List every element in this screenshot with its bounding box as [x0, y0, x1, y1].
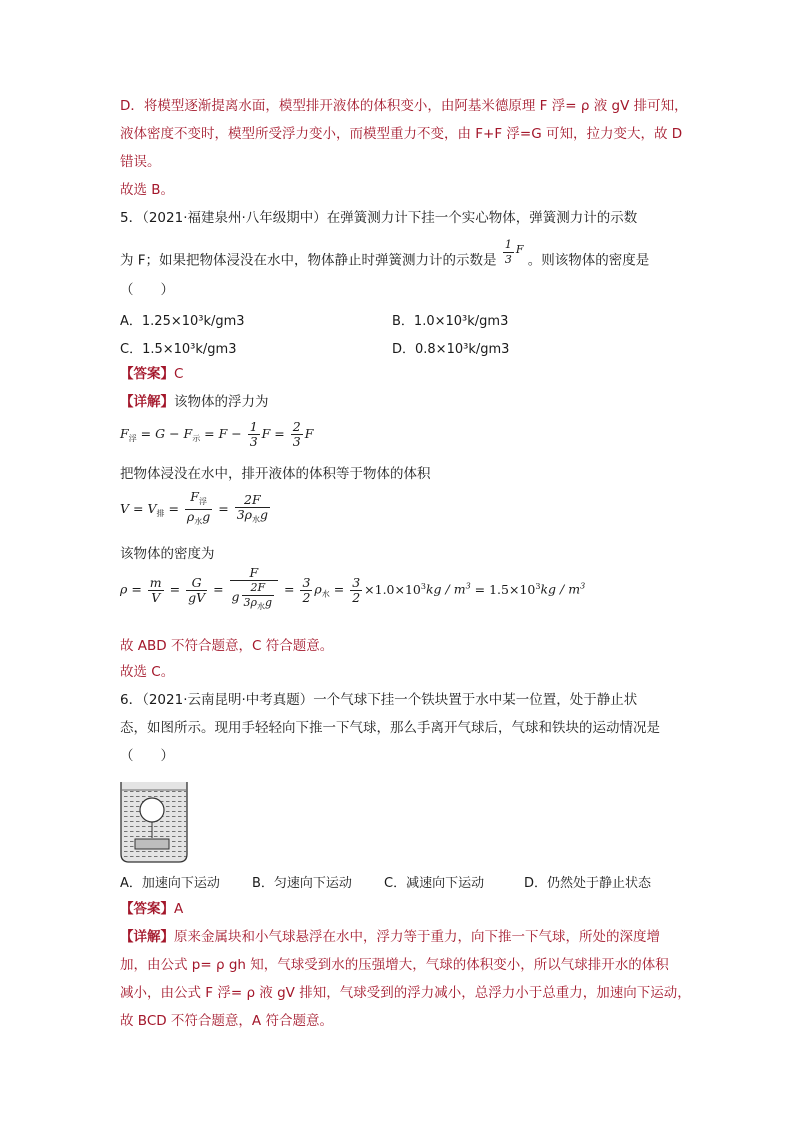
- q5-paren: （ ）: [120, 282, 174, 298]
- q5-stem-line1: 5．（2021·福建泉州·八年级期中）在弹簧测力计下挂一个实心物体，弹簧测力计的示数: [120, 210, 638, 226]
- q5-answer: 【答案】C: [120, 366, 184, 382]
- balloon-shape: [140, 798, 164, 822]
- prev-d-line1: D．将模型逐渐提离水面，模型排开液体的体积变小，由阿基米德原理 F 浮= ρ 液 gV 排可知，: [120, 98, 688, 114]
- q5-formula-density: ρ = $\frac{m}{V}$ = $\frac{G}{gV}$ = F g $\frac{2F}{3\rho_水g}$ = $\frac{3}{2}$ $\rho_水$ = $\frac{3}{2}$ $\times 1.0\times 10^3kg / m^3 = 1.5\times 10^3kg / m^3$: [120, 565, 586, 611]
- q6-detail-line2: 加，由公式 p= ρ gh 知，气球受到水的压强增大，气球的体积变小，所以气球排开水的体积: [120, 957, 669, 973]
- q5-formula-volume: $V = V_排$ = $\frac{F_浮}{\rho_水g}$ = $\frac{2F}{3\rho_水g}$: [120, 489, 269, 526]
- q6-answer: 【答案】A: [120, 901, 184, 917]
- q5-fraction: $\frac{1}{3}$: [504, 238, 512, 266]
- q6-paren: （ ）: [120, 748, 174, 764]
- q5-option-b: B．1.0×10³k/gm3: [392, 314, 509, 329]
- q5-conclusion: 故 ABD 不符合题意，C 符合题意。: [120, 638, 334, 654]
- q6-option-b: B．匀速向下运动: [252, 876, 352, 891]
- prev-choice: 故选 B。: [120, 182, 175, 198]
- q5-detail: 【详解】该物体的浮力为: [120, 394, 269, 410]
- iron-block-shape: [135, 839, 169, 849]
- prev-d-line2: 液体密度不变时，模型所受浮力变小，而模型重力不变，由 F+F 浮=G 可知，拉力变大，故 D: [120, 126, 683, 142]
- q5-d3: 该物体的密度为: [120, 546, 215, 562]
- q6-stem-line1: 6．（2021·云南昆明·中考真题）一个气球下挂一个铁块置于水中某一位置，处于静止状: [120, 692, 638, 708]
- q5-formula-buoyancy: $F_浮 = G - F_示 = F$ − $\frac{1}{3}$ F = $\frac{2}{3}$ F: [120, 419, 314, 449]
- prev-d-line3: 错误。: [120, 154, 161, 170]
- q6-detail-line3: 减小，由公式 F 浮= ρ 液 gV 排知，气球受到的浮力减小，总浮力小于总重力，加速向下运动，: [120, 985, 691, 1001]
- q6-detail-line4: 故 BCD 不符合题意，A 符合题意。: [120, 1013, 333, 1029]
- q5-choice: 故选 C。: [120, 664, 175, 680]
- q6-option-a: A．加速向下运动: [120, 876, 220, 891]
- q6-stem-line2: 态，如图所示。现用手轻轻向下推一下气球，那么手离开气球后，气球和铁块的运动情况是: [120, 720, 660, 736]
- q6-option-c: C．减速向下运动: [384, 876, 485, 891]
- q6-detail-line1: 【详解】原来金属块和小气球悬浮在水中，浮力等于重力，向下推一下气球，所处的深度增: [120, 929, 660, 945]
- q6-option-d: D．仍然处于静止状态: [524, 876, 652, 891]
- q5-d2: 把物体浸没在水中，排开液体的体积等于物体的体积: [120, 466, 431, 482]
- q5-option-d: D．0.8×10³k/gm3: [392, 342, 510, 357]
- q5-stem-line2: 为 F；如果把物体浸没在水中，物体静止时弹簧测力计的示数是 $\frac{1}{3}$ $^F$ 。则该物体的密度是: [120, 238, 650, 269]
- balloon-iron-figure: [118, 774, 190, 866]
- q5-option-c: C．1.5×10³k/gm3: [120, 342, 237, 357]
- q5-option-a: A．1.25×10³k/gm3: [120, 314, 245, 329]
